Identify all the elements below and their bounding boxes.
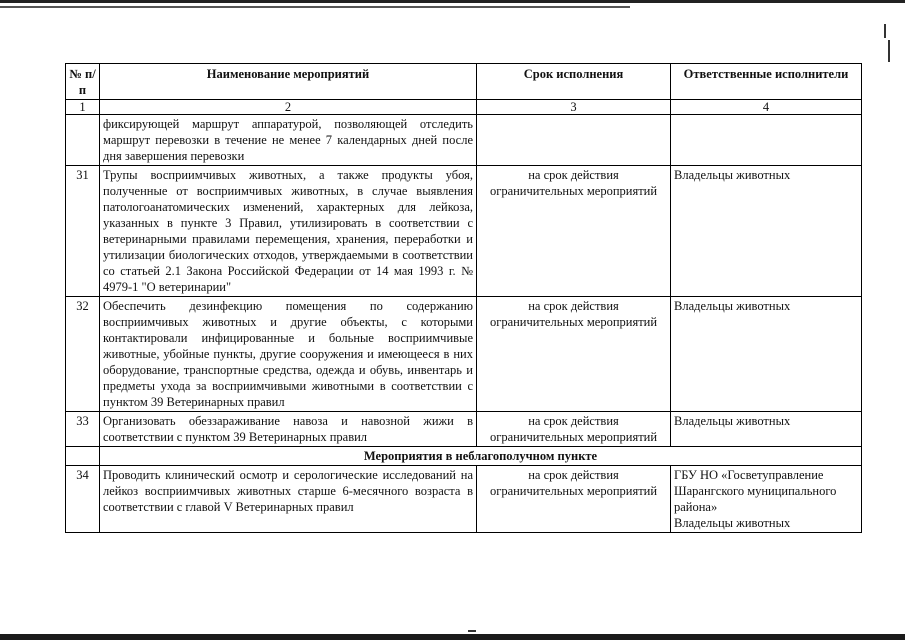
section-row	[66, 447, 862, 466]
section-title: Мероприятия в неблагополучном пункте	[100, 447, 862, 466]
scan-mark-bottom	[468, 630, 476, 632]
row-name: фиксирующей маршрут аппаратурой, позволяющей отследить маршрут перевозки в течение не менее 7 календарных дней после дня завершения перевозки	[100, 115, 477, 166]
scan-edge-bottom	[0, 634, 905, 640]
row-num: 33	[66, 412, 100, 447]
row-responsible: Владельцы животных	[671, 412, 862, 447]
table-row	[66, 466, 862, 533]
section-num-cell	[66, 447, 100, 466]
scan-edge-top	[0, 0, 905, 3]
row-term	[477, 115, 671, 166]
responsible-owners: Владельцы животных	[674, 516, 791, 530]
row-responsible	[671, 466, 862, 533]
row-term: на срок действия ограничительных мероприятий	[477, 297, 671, 412]
scan-edge-top-line	[0, 6, 630, 8]
column-index: 3	[477, 100, 671, 115]
table-row	[66, 166, 862, 297]
row-responsible: Владельцы животных	[671, 166, 862, 297]
row-num: 32	[66, 297, 100, 412]
header-name: Наименование мероприятий	[100, 64, 477, 100]
row-term: на срок действия ограничительных мероприятий	[477, 466, 671, 533]
row-name: Обеспечить дезинфекцию помещения по содержанию восприимчивых животных и другие объекты, с которыми контактировали инфицированные и больные восприимчивые животные, убойные пункты, другие сооружения и имеющееся в них оборудование, транспортные средства, одежда и обувь, инвентарь и предметы ухода за восприимчивыми животными в соответствии с пунктом 39 Ветеринарных правил	[100, 297, 477, 412]
row-num	[66, 115, 100, 166]
table-row	[66, 297, 862, 412]
row-term: на срок действия ограничительных мероприятий	[477, 166, 671, 297]
header-term: Срок исполнения	[477, 64, 671, 100]
row-name: Трупы восприимчивых животных, а также продукты убоя, полученные от восприимчивых животных, в случае выявления патологоанатомических изменений, характерных для лейкоза, указанных в пункте 3 Правил, утилизировать в соответствии с ветеринарными правилами перемещения, хранения, переработки и утилизации биологических отходов, утверждаемыми в соответствии со статьей 2.1 Закона Российской Федерации от 14 мая 1993 г. № 4979-1 "О ветеринарии"	[100, 166, 477, 297]
row-name: Организовать обеззараживание навоза и навозной жижи в соответствии с пунктом 39 Ветеринарных правил	[100, 412, 477, 447]
row-responsible: Владельцы животных	[671, 297, 862, 412]
scan-mark-right-1	[884, 24, 886, 38]
row-responsible	[671, 115, 862, 166]
column-index-row	[66, 100, 862, 115]
row-name: Проводить клинический осмотр и серологические исследований на лейкоз восприимчивых животных старше 6-месячного возраста в соответствии с главой V Ветеринарных правил	[100, 466, 477, 533]
header-num: № п/п	[66, 64, 100, 100]
column-index: 2	[100, 100, 477, 115]
row-num: 31	[66, 166, 100, 297]
row-term: на срок действия ограничительных мероприятий	[477, 412, 671, 447]
responsible-agency: ГБУ НО «Госветуправление Шарангского муниципального района»	[674, 468, 837, 514]
header-responsible: Ответственные исполнители	[671, 64, 862, 100]
column-index: 4	[671, 100, 862, 115]
table-header-row	[66, 64, 862, 100]
table-row	[66, 412, 862, 447]
table-row	[66, 115, 862, 166]
scan-mark-right-2	[888, 40, 890, 62]
column-index: 1	[66, 100, 100, 115]
row-num: 34	[66, 466, 100, 533]
measures-table	[65, 63, 862, 533]
